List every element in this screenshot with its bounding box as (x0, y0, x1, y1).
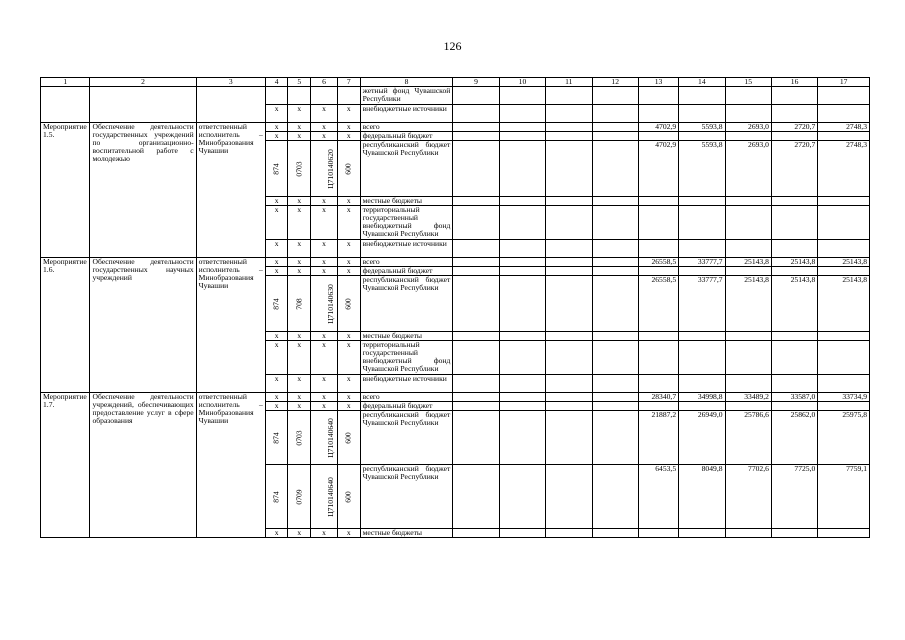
x-mark: x (288, 132, 311, 141)
value-cell: 5593,8 (679, 141, 725, 197)
measure-name: Мероприятие 1.7. (41, 393, 90, 538)
value-cell: 7759,1 (818, 465, 870, 529)
code-cell: Ц710140630 (325, 283, 335, 324)
col-header: 17 (818, 78, 870, 87)
value-cell: 2748,3 (818, 141, 870, 197)
col-header: 6 (311, 78, 338, 87)
col-header: 2 (90, 78, 196, 87)
x-mark: x (311, 197, 338, 206)
source-cell: республиканский бюджет Чувашской Республики (360, 141, 453, 197)
source-cell: территориальный государственный внебюджетный фонд Чувашской Республики (360, 341, 453, 375)
x-mark: x (265, 341, 288, 375)
code-cell: 600 (343, 490, 353, 503)
code-cell: 0703 (294, 160, 304, 177)
source-cell: всего (360, 258, 453, 267)
code-cell: 874 (271, 297, 281, 310)
col-header: 9 (453, 78, 499, 87)
source-cell: республиканский бюджет Чувашской Республики (360, 411, 453, 465)
x-mark: x (288, 240, 311, 258)
x-mark: x (337, 258, 360, 267)
x-mark: x (337, 197, 360, 206)
x-mark: x (311, 402, 338, 411)
x-mark: x (265, 267, 288, 276)
value-cell: 25143,8 (725, 258, 771, 267)
x-mark: x (265, 206, 288, 240)
value-cell: 5593,8 (679, 123, 725, 132)
x-mark: x (337, 332, 360, 341)
x-mark: x (311, 375, 338, 393)
col-header: 14 (679, 78, 725, 87)
x-mark: x (288, 105, 311, 123)
value-cell: 6453,5 (638, 465, 678, 529)
col-header: 3 (196, 78, 265, 87)
x-mark: x (288, 332, 311, 341)
table-row (41, 393, 870, 402)
measure-desc: Обеспечение деятельности государственных научных учреждений (90, 258, 196, 393)
source-cell: местные бюджеты (360, 197, 453, 206)
col-header: 10 (499, 78, 545, 87)
value-cell: 33587,0 (771, 393, 817, 402)
col-header: 4 (265, 78, 288, 87)
code-cell: Ц710140620 (325, 148, 335, 189)
x-mark: x (288, 123, 311, 132)
x-mark: x (311, 132, 338, 141)
x-mark: x (311, 393, 338, 402)
code-cell: 874 (271, 490, 281, 503)
x-mark: x (265, 105, 288, 123)
value-cell: 34998,8 (679, 393, 725, 402)
value-cell: 25143,8 (818, 258, 870, 267)
x-mark: x (265, 197, 288, 206)
x-mark: x (337, 341, 360, 375)
value-cell: 2720,7 (771, 141, 817, 197)
x-mark: x (265, 240, 288, 258)
source-cell: территориальный государственный внебюджетный фонд Чувашской Республики (360, 206, 453, 240)
source-cell: федеральный бюджет (360, 402, 453, 411)
col-header: 8 (360, 78, 453, 87)
col-header: 12 (592, 78, 638, 87)
x-mark: x (311, 529, 338, 538)
x-mark: x (265, 123, 288, 132)
value-cell: 7725,0 (771, 465, 817, 529)
x-mark: x (288, 267, 311, 276)
value-cell: 2748,3 (818, 123, 870, 132)
table-row (41, 123, 870, 132)
x-mark: x (311, 332, 338, 341)
x-mark: x (311, 267, 338, 276)
source-cell: республиканский бюджет Чувашской Республики (360, 276, 453, 332)
value-cell: 2720,7 (771, 123, 817, 132)
x-mark: x (265, 332, 288, 341)
source-cell: федеральный бюджет (360, 132, 453, 141)
measure-resp: ответственный исполнитель – Минобразования Чувашии (196, 258, 265, 393)
source-cell: республиканский бюджет Чувашской Республики (360, 465, 453, 529)
x-mark: x (288, 393, 311, 402)
x-mark: x (265, 402, 288, 411)
page-number: 126 (443, 39, 462, 53)
code-cell: 708 (294, 297, 304, 310)
value-cell: 25143,8 (771, 276, 817, 332)
source-cell: всего (360, 393, 453, 402)
table-row (41, 258, 870, 267)
x-mark: x (288, 529, 311, 538)
x-mark: x (311, 206, 338, 240)
x-mark: x (337, 206, 360, 240)
source-cell: жетный фонд Чувашской Республики (360, 87, 453, 105)
x-mark: x (288, 258, 311, 267)
source-cell: федеральный бюджет (360, 267, 453, 276)
source-cell: местные бюджеты (360, 529, 453, 538)
col-header: 11 (546, 78, 592, 87)
col-header: 7 (337, 78, 360, 87)
x-mark: x (265, 258, 288, 267)
value-cell: 8049,8 (679, 465, 725, 529)
code-cell: 600 (343, 162, 353, 175)
x-mark: x (288, 197, 311, 206)
x-mark: x (311, 341, 338, 375)
table-row (41, 87, 870, 105)
x-mark: x (288, 206, 311, 240)
x-mark: x (288, 402, 311, 411)
x-mark: x (337, 393, 360, 402)
x-mark: x (337, 123, 360, 132)
x-mark: x (337, 132, 360, 141)
x-mark: x (265, 132, 288, 141)
col-header: 16 (771, 78, 817, 87)
code-cell: Ц710140640 (325, 417, 335, 458)
x-mark: x (337, 240, 360, 258)
value-cell: 4702,9 (638, 141, 678, 197)
value-cell: 26558,5 (638, 276, 678, 332)
value-cell: 33777,7 (679, 258, 725, 267)
program-table (40, 77, 870, 538)
col-header: 15 (725, 78, 771, 87)
code-cell: 0703 (294, 429, 304, 446)
source-cell: внебюджетные источники (360, 240, 453, 258)
value-cell: 26558,5 (638, 258, 678, 267)
value-cell: 21887,2 (638, 411, 678, 465)
value-cell: 33777,7 (679, 276, 725, 332)
code-cell: 874 (271, 162, 281, 175)
x-mark: x (288, 375, 311, 393)
value-cell: 33489,2 (725, 393, 771, 402)
value-cell: 25862,0 (771, 411, 817, 465)
value-cell: 26949,0 (679, 411, 725, 465)
value-cell: 2693,0 (725, 141, 771, 197)
value-cell: 4702,9 (638, 123, 678, 132)
x-mark: x (288, 341, 311, 375)
measure-desc: Обеспечение деятельности государственных учреждений по организационно-воспитательной работе с молодежью (90, 123, 196, 258)
value-cell: 28340,7 (638, 393, 678, 402)
x-mark: x (265, 393, 288, 402)
x-mark: x (311, 105, 338, 123)
measure-name: Мероприятие 1.5. (41, 123, 90, 258)
x-mark: x (337, 267, 360, 276)
x-mark: x (337, 375, 360, 393)
value-cell: 7702,6 (725, 465, 771, 529)
code-cell: 600 (343, 431, 353, 444)
source-cell: внебюджетные источники (360, 375, 453, 393)
col-header: 13 (638, 78, 678, 87)
code-cell: 874 (271, 431, 281, 444)
x-mark: x (337, 402, 360, 411)
code-cell: Ц710140640 (325, 476, 335, 517)
x-mark: x (337, 105, 360, 123)
value-cell: 25143,8 (818, 276, 870, 332)
x-mark: x (311, 123, 338, 132)
source-cell: всего (360, 123, 453, 132)
x-mark: x (337, 529, 360, 538)
col-header: 5 (288, 78, 311, 87)
code-cell: 600 (343, 297, 353, 310)
value-cell: 2693,0 (725, 123, 771, 132)
col-header: 1 (41, 78, 90, 87)
x-mark: x (311, 258, 338, 267)
value-cell: 25786,6 (725, 411, 771, 465)
source-cell: внебюджетные источники (360, 105, 453, 123)
x-mark: x (265, 375, 288, 393)
x-mark: x (265, 529, 288, 538)
measure-name: Мероприятие 1.6. (41, 258, 90, 393)
value-cell: 25143,8 (725, 276, 771, 332)
value-cell: 25143,8 (771, 258, 817, 267)
code-cell: 0709 (294, 488, 304, 505)
source-cell: местные бюджеты (360, 332, 453, 341)
measure-desc: Обеспечение деятельности учреждений, обеспечивающих предоставление услуг в сфере образования (90, 393, 196, 538)
measure-resp: ответственный исполнитель – Минобразования Чувашии (196, 123, 265, 258)
measure-resp: ответственный исполнитель – Минобразования Чувашии (196, 393, 265, 538)
x-mark: x (311, 240, 338, 258)
header-row (41, 78, 870, 87)
value-cell: 25975,8 (818, 411, 870, 465)
value-cell: 33734,9 (818, 393, 870, 402)
